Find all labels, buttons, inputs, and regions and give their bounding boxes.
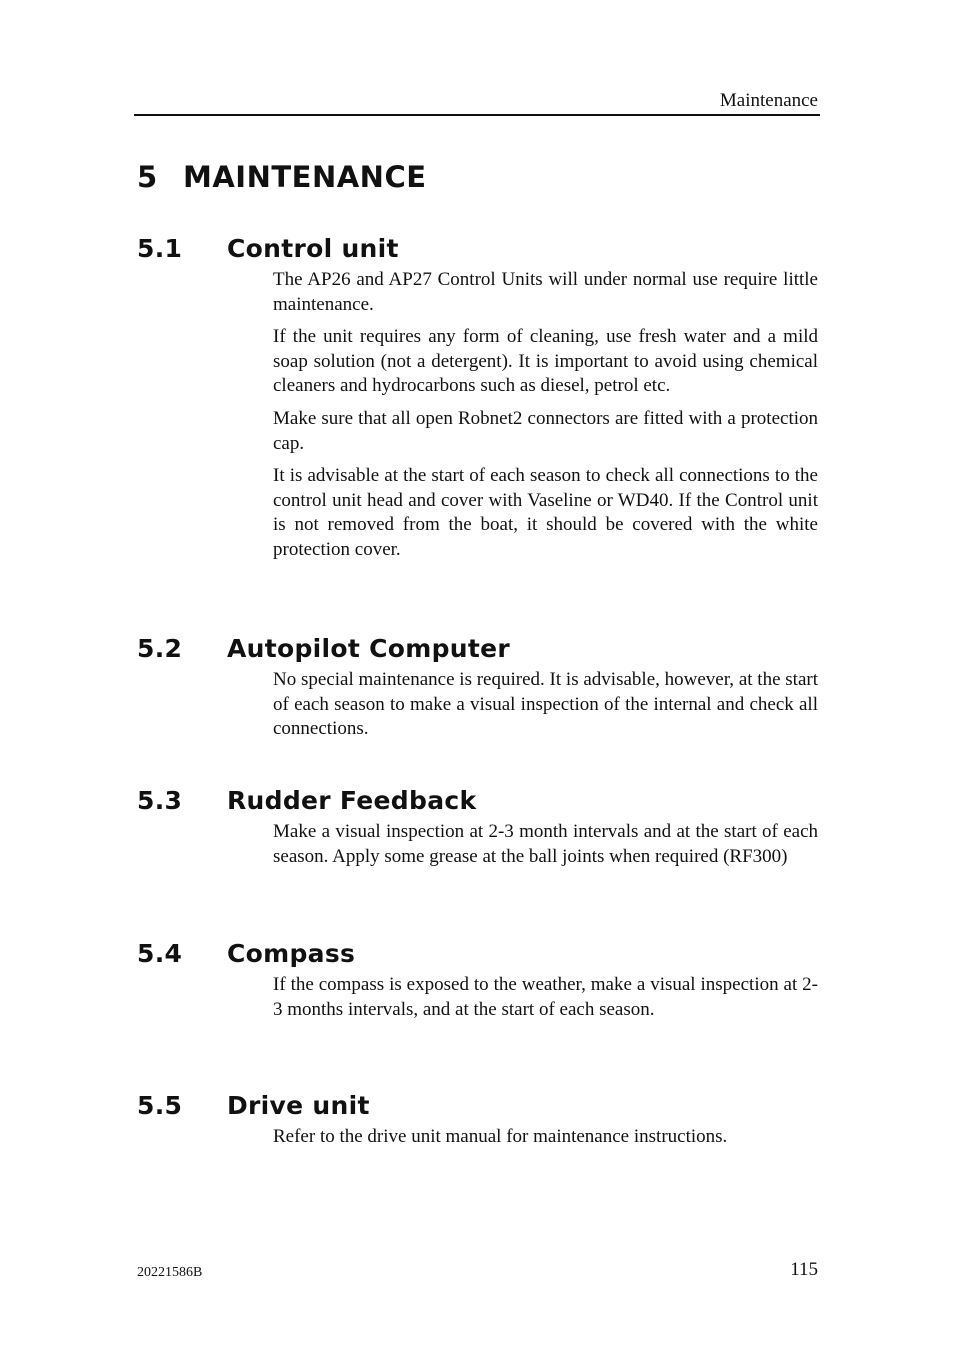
section-drive-unit <box>137 1091 818 1158</box>
page-number: 115 <box>790 1259 818 1280</box>
section-title: Control unit <box>227 234 399 263</box>
paragraph: No special maintenance is required. It is advisable, however, at the start of each season to make a visual inspection of the internal and check all connections. <box>273 669 818 740</box>
chapter-title: MAINTENANCE <box>183 160 427 194</box>
paragraph: Make sure that all open Robnet2 connectors are fitted with a protection cap. <box>273 407 818 454</box>
section-rudder-feedback <box>137 786 818 877</box>
section-body <box>273 973 818 1022</box>
section-number: 5.4 <box>137 939 183 968</box>
section-autopilot-computer <box>137 634 818 750</box>
section-compass <box>137 939 818 1030</box>
paragraph: It is advisable at the start of each season to check all connections to the control unit head and cover with Vaseline or WD40. If the Control unit is not removed from the boat, it should be covered with the white protection cover. <box>273 465 818 560</box>
section-body <box>273 820 818 869</box>
section-heading <box>137 634 818 664</box>
section-control-unit <box>137 234 818 571</box>
section-title: Drive unit <box>227 1091 370 1120</box>
section-title: Autopilot Computer <box>227 634 511 663</box>
section-number: 5.2 <box>137 634 183 663</box>
paragraph: If the unit requires any form of cleaning, use fresh water and a mild soap solution (not a detergent). It is important to avoid using chemical cleaners and hydrocarbons such as diesel, petrol etc. <box>273 326 818 397</box>
section-number: 5.1 <box>137 234 183 263</box>
document-code: 20221586B <box>137 1265 203 1280</box>
chapter-number: 5 <box>137 160 158 194</box>
section-heading <box>137 1091 818 1121</box>
section-body <box>273 268 818 563</box>
paragraph: Refer to the drive unit manual for maintenance instructions. <box>273 1126 728 1147</box>
header-divider <box>134 114 820 116</box>
paragraph: The AP26 and AP27 Control Units will under normal use require little maintenance. <box>273 269 818 315</box>
section-body <box>273 1125 818 1150</box>
section-number: 5.5 <box>137 1091 183 1120</box>
section-title: Compass <box>227 939 356 968</box>
paragraph: If the compass is exposed to the weather, make a visual inspection at 2-3 months intervals, and at the start of each season. <box>273 974 818 1020</box>
section-body <box>273 668 818 742</box>
section-heading <box>137 234 818 264</box>
section-title: Rudder Feedback <box>227 786 477 815</box>
section-heading <box>137 939 818 969</box>
section-number: 5.3 <box>137 786 183 815</box>
paragraph: Make a visual inspection at 2-3 month intervals and at the start of each season. Apply some grease at the ball joints when required (RF300) <box>273 821 818 867</box>
running-header-title: Maintenance <box>719 90 818 111</box>
chapter-heading <box>137 158 427 196</box>
section-heading <box>137 786 818 816</box>
